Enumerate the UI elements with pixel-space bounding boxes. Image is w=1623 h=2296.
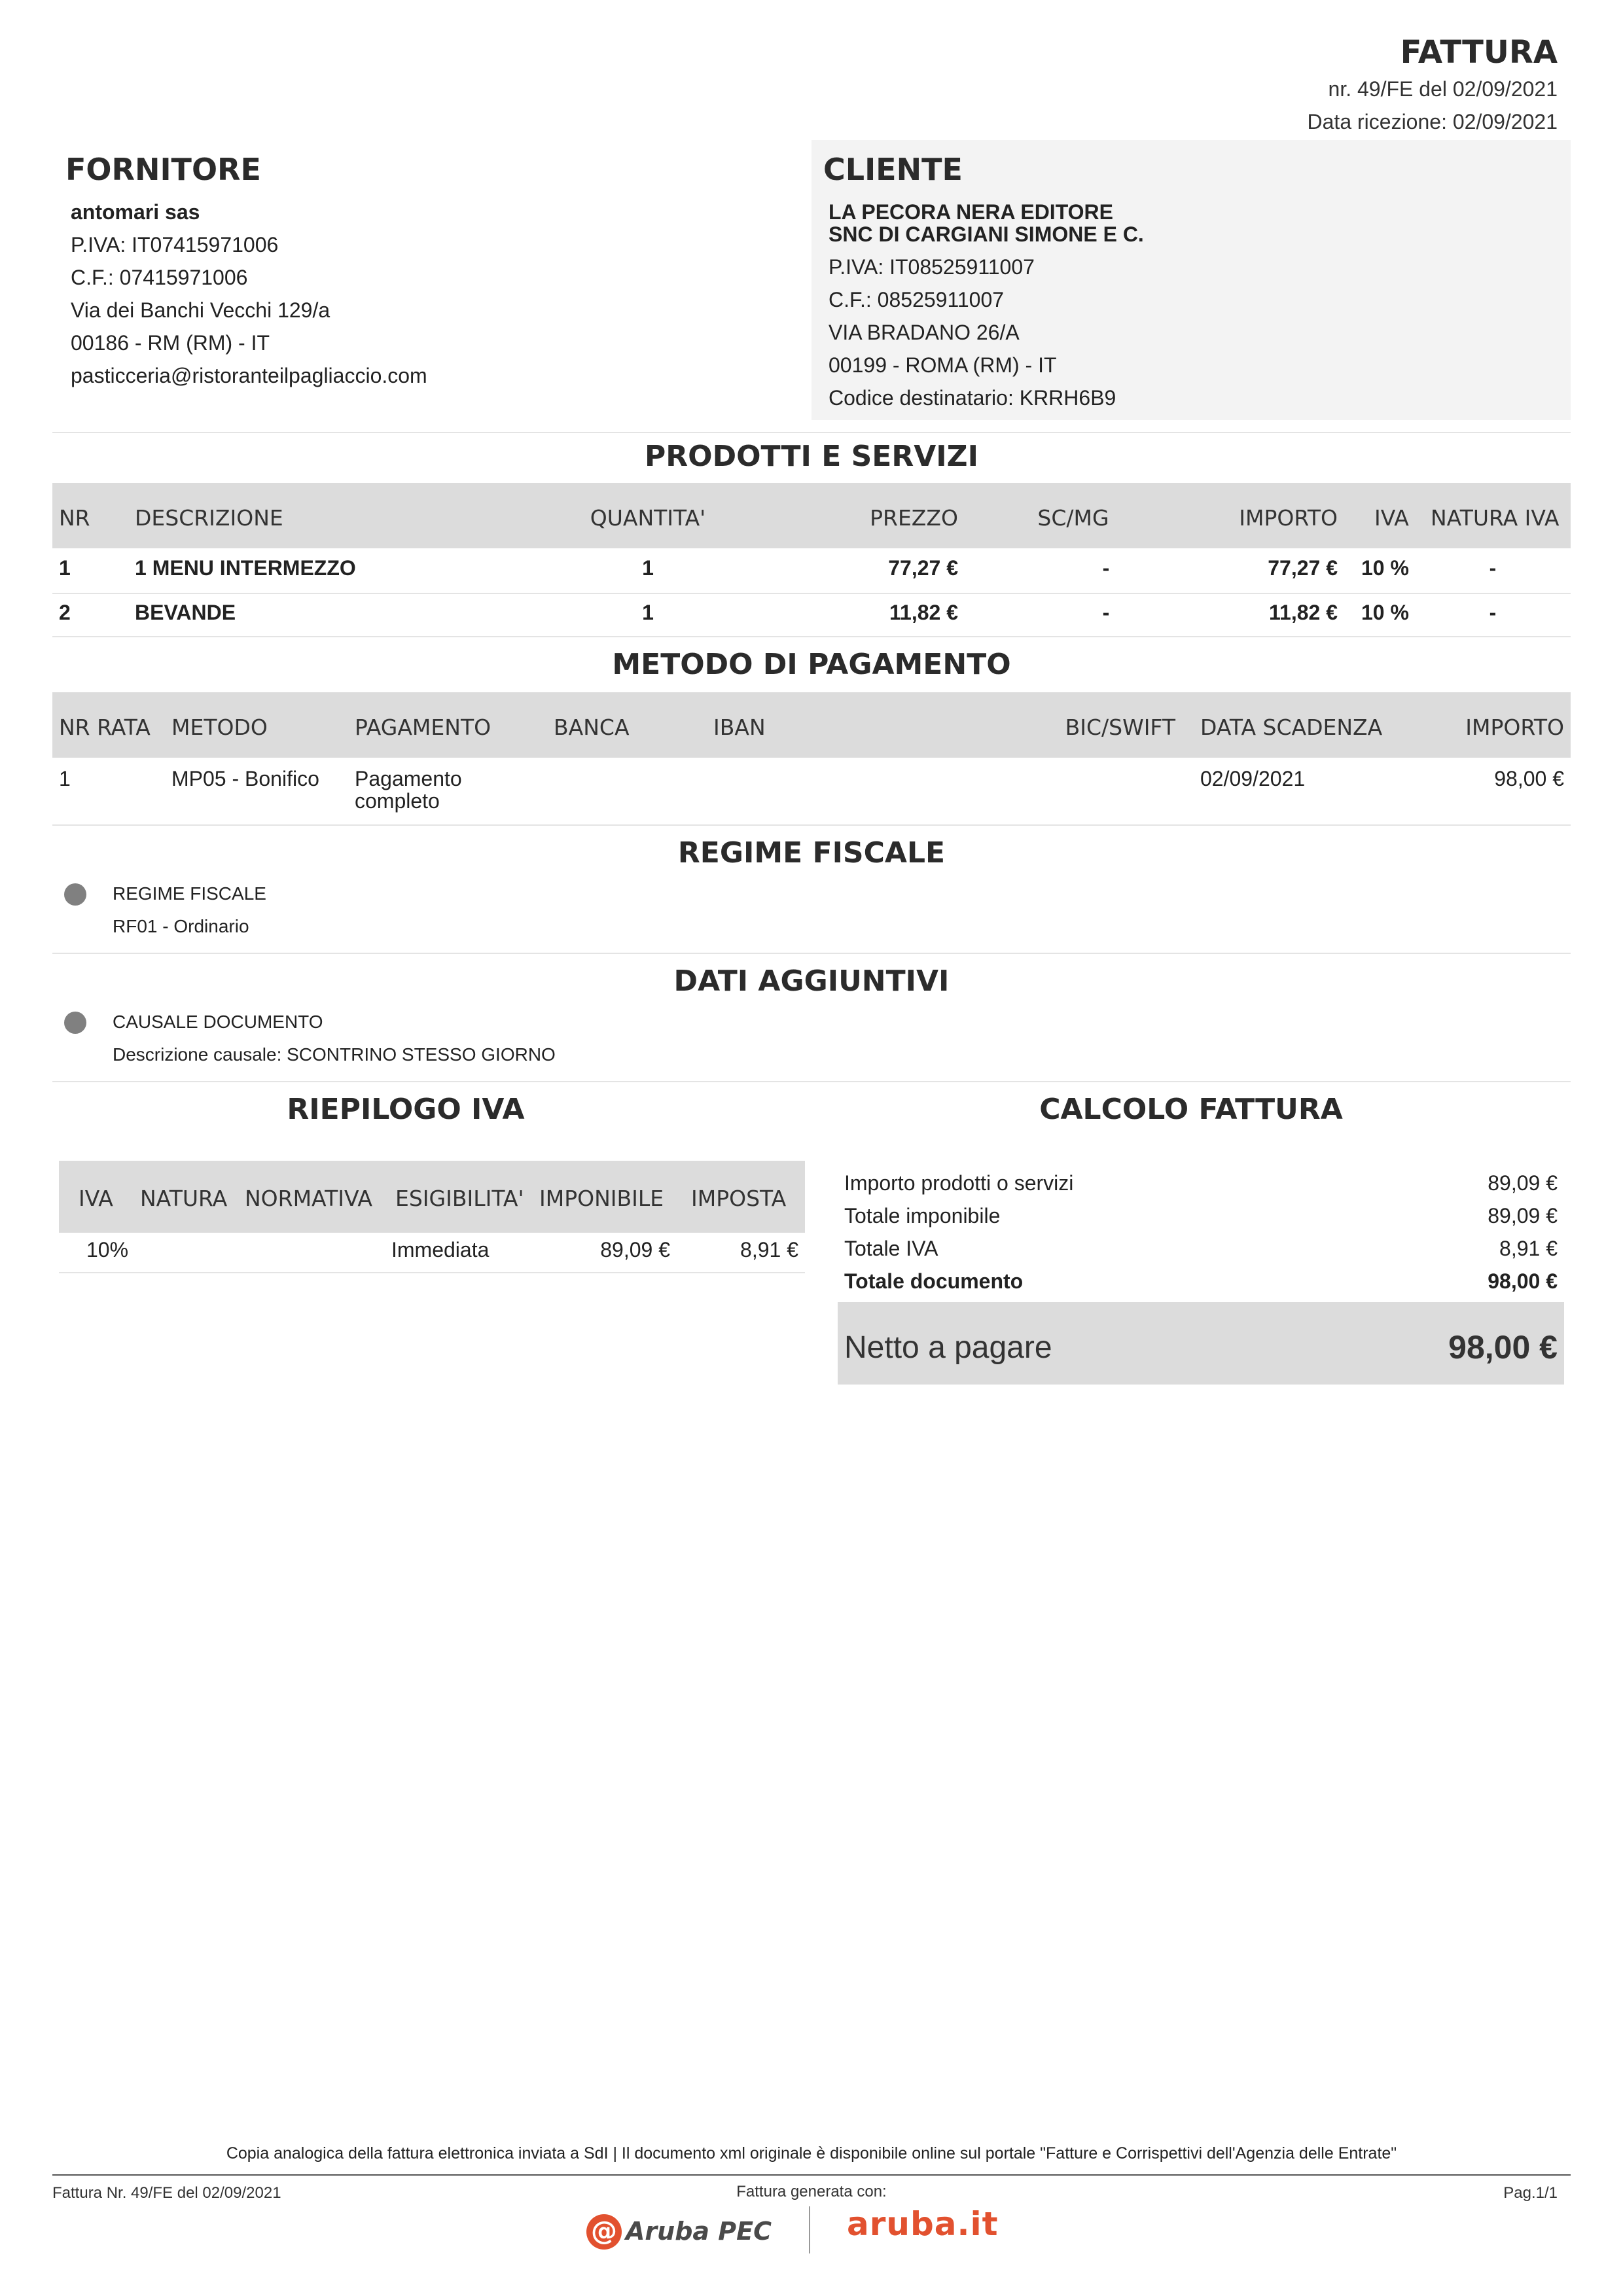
row-description: BEVANDE: [135, 601, 236, 624]
supplier-address: Via dei Banchi Vecchi 129/a: [71, 298, 330, 322]
client-heading: CLIENTE: [823, 152, 963, 187]
row-divider: [59, 1272, 805, 1273]
aruba-pec-logo[interactable]: [586, 2210, 776, 2251]
row-divider: [52, 636, 1571, 637]
payment-due-date: 02/09/2021: [1200, 767, 1306, 790]
divider: [52, 1081, 1571, 1082]
bullet-icon: [64, 883, 86, 906]
footer-invoice-ref: Fattura Nr. 49/FE del 02/09/2021: [52, 2184, 281, 2202]
net-to-pay-label: Netto a pagare: [844, 1330, 1052, 1365]
footer-generated-with: Fattura generata con:: [736, 2183, 887, 2200]
col-descrizione: DESCRIZIONE: [135, 505, 283, 531]
vat-imposta: 8,91 €: [740, 1238, 798, 1262]
extra-label: CAUSALE DOCUMENTO: [113, 1012, 323, 1032]
products-title: PRODOTTI E SERVIZI: [645, 440, 978, 473]
col-quantita: QUANTITA': [590, 505, 706, 531]
col-natura: NATURA: [140, 1186, 228, 1211]
col-imponibile: IMPONIBILE: [539, 1186, 664, 1211]
col-importo: IMPORTO: [1239, 505, 1338, 531]
footer-note: Copia analogica della fattura elettronica inviata a SdI | Il documento xml originale è disponibile online sul portale "Fatture e Corrispettivi dell'Agenzia delle Entrate": [226, 2144, 1397, 2163]
row-quantity: 1: [642, 601, 654, 624]
logo-separator: [809, 2206, 810, 2253]
calc-value-products: 89,09 €: [1488, 1171, 1558, 1195]
supplier-city: 00186 - RM (RM) - IT: [71, 331, 270, 355]
col-normativa: NORMATIVA: [245, 1186, 373, 1211]
payment-status-line2: completo: [355, 789, 440, 813]
col-iva: IVA: [1374, 505, 1409, 531]
calc-label-total: Totale documento: [844, 1269, 1024, 1293]
col-iva: IVA: [79, 1186, 113, 1211]
client-address: VIA BRADANO 26/A: [829, 321, 1020, 344]
row-discount: -: [1102, 601, 1110, 624]
calc-label-products: Importo prodotti o servizi: [844, 1171, 1074, 1195]
payment-nr: 1: [59, 767, 71, 790]
row-vat: 10 %: [1361, 601, 1409, 624]
footer-divider: [52, 2174, 1571, 2176]
payment-status-line1: Pagamento: [355, 767, 462, 790]
invoice-number: nr. 49/FE del 02/09/2021: [1328, 77, 1558, 101]
row-nr: 1: [59, 556, 71, 580]
col-natura-iva: NATURA IVA: [1431, 505, 1560, 531]
divider: [52, 824, 1571, 826]
col-data-scadenza: DATA SCADENZA: [1200, 715, 1383, 740]
supplier-cf: C.F.: 07415971006: [71, 266, 248, 289]
row-price: 77,27 €: [888, 556, 958, 580]
row-amount: 11,82 €: [1269, 601, 1338, 624]
vat-rate: 10%: [86, 1238, 129, 1262]
col-iban: IBAN: [713, 715, 766, 740]
col-importo: IMPORTO: [1465, 715, 1564, 740]
row-vat-nature: -: [1489, 556, 1497, 580]
aruba-it-logo[interactable]: aruba.it: [847, 2205, 999, 2243]
client-city: 00199 - ROMA (RM) - IT: [829, 353, 1057, 377]
vat-imponibile: 89,09 €: [600, 1238, 670, 1262]
vat-esigibilita: Immediata: [391, 1238, 490, 1262]
client-name-line1: LA PECORA NERA EDITORE: [829, 200, 1113, 224]
client-piva: P.IVA: IT08525911007: [829, 255, 1035, 279]
calc-label-taxable: Totale imponibile: [844, 1204, 1001, 1227]
col-nr-rata: NR RATA: [59, 715, 151, 740]
client-block: [812, 140, 1571, 420]
col-pagamento: PAGAMENTO: [355, 715, 491, 740]
row-vat-nature: -: [1489, 601, 1497, 624]
client-cf: C.F.: 08525911007: [829, 288, 1005, 311]
payment-title: METODO DI PAGAMENTO: [612, 648, 1011, 681]
col-metodo: METODO: [171, 715, 268, 740]
net-to-pay-value: 98,00 €: [1448, 1329, 1558, 1366]
aruba-pec-wordmark: Aruba PEC: [626, 2217, 772, 2246]
col-bic: BIC/SWIFT: [1065, 715, 1175, 740]
bullet-icon: [64, 1012, 86, 1034]
row-quantity: 1: [642, 556, 654, 580]
payment-amount: 98,00 €: [1494, 767, 1564, 790]
calc-value-taxable: 89,09 €: [1488, 1204, 1558, 1227]
col-banca: BANCA: [554, 715, 630, 740]
footer-page: Pag.1/1: [1503, 2184, 1558, 2202]
divider: [52, 953, 1571, 954]
row-vat: 10 %: [1361, 556, 1409, 580]
divider: [52, 432, 1571, 433]
calc-title: CALCOLO FATTURA: [1039, 1093, 1343, 1126]
payment-method: MP05 - Bonifico: [171, 767, 319, 790]
col-imposta: IMPOSTA: [691, 1186, 787, 1211]
extra-value: Descrizione causale: SCONTRINO STESSO GIORNO: [113, 1044, 556, 1065]
calc-label-vat: Totale IVA: [844, 1237, 938, 1260]
invoice-received-date: Data ricezione: 02/09/2021: [1307, 110, 1558, 133]
aruba-pec-icon: @: [586, 2214, 622, 2250]
col-nr: NR: [59, 505, 90, 531]
col-prezzo: PREZZO: [870, 505, 958, 531]
supplier-heading: FORNITORE: [65, 152, 261, 187]
invoice-title: FATTURA: [1400, 34, 1558, 71]
row-discount: -: [1102, 556, 1110, 580]
supplier-email: pasticceria@ristoranteilpagliaccio.com: [71, 364, 427, 387]
col-sc-mg: SC/MG: [1037, 505, 1109, 531]
row-price: 11,82 €: [889, 601, 958, 624]
supplier-piva: P.IVA: IT07415971006: [71, 233, 279, 256]
calc-value-total: 98,00 €: [1488, 1269, 1558, 1293]
client-dest-code: Codice destinatario: KRRH6B9: [829, 386, 1116, 410]
row-divider: [52, 593, 1571, 594]
vat-summary-title: RIEPILOGO IVA: [287, 1093, 525, 1126]
supplier-name: antomari sas: [71, 200, 200, 224]
regime-value: RF01 - Ordinario: [113, 916, 249, 936]
extra-title: DATI AGGIUNTIVI: [673, 964, 950, 998]
row-description: 1 MENU INTERMEZZO: [135, 556, 356, 580]
net-to-pay-box: [838, 1302, 1564, 1385]
row-nr: 2: [59, 601, 71, 624]
client-name-line2: SNC DI CARGIANI SIMONE E C.: [829, 222, 1144, 246]
col-esigibilita: ESIGIBILITA': [395, 1186, 524, 1211]
row-amount: 77,27 €: [1268, 556, 1338, 580]
regime-title: REGIME FISCALE: [677, 836, 946, 870]
regime-label: REGIME FISCALE: [113, 883, 266, 904]
calc-value-vat: 8,91 €: [1499, 1237, 1558, 1260]
